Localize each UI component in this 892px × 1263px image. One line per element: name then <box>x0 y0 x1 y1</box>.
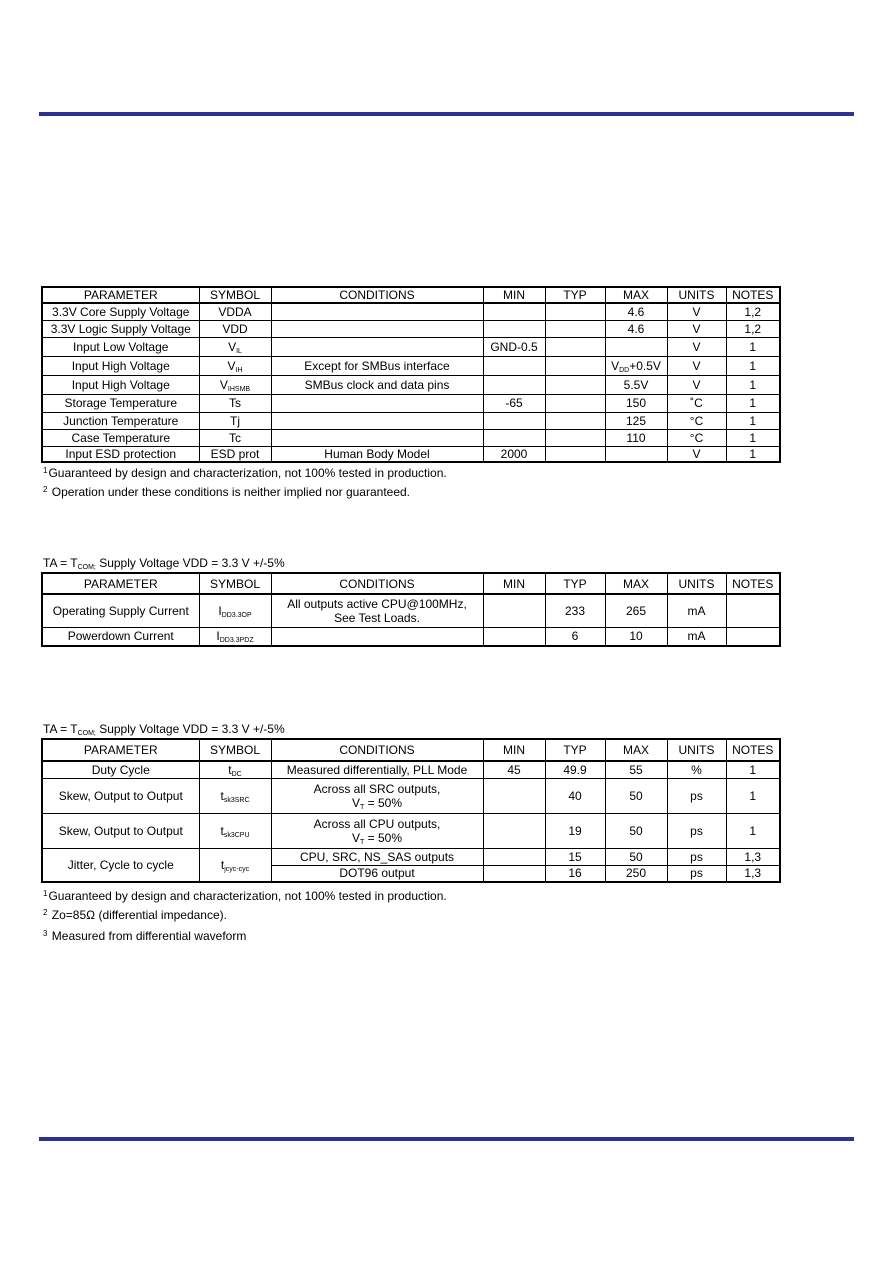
max-cell <box>605 337 667 356</box>
conditions-cell: Across all SRC outputs, $V_T = 50\%$ <box>271 778 483 813</box>
notes-cell: 1 <box>726 813 780 848</box>
units-cell: V <box>667 446 726 462</box>
notes-cell: 1 <box>726 394 780 412</box>
table-row <box>42 761 780 778</box>
typ-cell: 49.9 <box>545 761 605 778</box>
parameter-cell: Skew, Output to Output <box>42 813 199 848</box>
typ-cell <box>545 412 605 429</box>
col-header: CONDITIONS <box>271 287 483 303</box>
typ-cell: 6 <box>545 627 605 646</box>
max-cell <box>605 446 667 462</box>
max-cell: 110 <box>605 429 667 446</box>
footnote: $^2$ Zo=85Ω (differential impedance). <box>43 908 227 922</box>
col-header: CONDITIONS <box>271 739 483 761</box>
conditions-cell: All outputs active CPU@100MHz, See Test Loads. <box>271 594 483 627</box>
max-cell: 50 <box>605 848 667 865</box>
table-header-row <box>42 287 780 303</box>
max-cell: $V_{DD}+0.5V$ <box>605 356 667 375</box>
max-cell: 250 <box>605 865 667 882</box>
max-cell: 55 <box>605 761 667 778</box>
typ-cell <box>545 375 605 394</box>
conditions-cell: Across all CPU outputs, $V_T = 50\%$ <box>271 813 483 848</box>
col-header: NOTES <box>726 287 780 303</box>
col-header: UNITS <box>667 287 726 303</box>
typ-cell <box>545 320 605 337</box>
max-cell: 50 <box>605 813 667 848</box>
notes-cell: 1 <box>726 778 780 813</box>
min-cell: 2000 <box>483 446 545 462</box>
units-cell: mA <box>667 627 726 646</box>
col-header: MIN <box>483 739 545 761</box>
symbol-cell: $V_{IHSMB}$ <box>199 375 271 394</box>
current-consumption-table <box>41 572 781 647</box>
col-header: NOTES <box>726 739 780 761</box>
typ-cell: 40 <box>545 778 605 813</box>
parameter-cell: Jitter, Cycle to cycle <box>42 848 199 882</box>
col-header: NOTES <box>726 573 780 594</box>
conditions-cell <box>271 337 483 356</box>
min-cell <box>483 848 545 865</box>
footnote: $^3$ Measured from differential waveform <box>43 929 247 943</box>
symbol-cell: $t_{sk3CPU}$ <box>199 813 271 848</box>
units-cell: V <box>667 337 726 356</box>
parameter-cell: Powerdown Current <box>42 627 199 646</box>
parameter-cell: Input High Voltage <box>42 356 199 375</box>
max-cell: 4.6 <box>605 303 667 320</box>
symbol-cell: ESD prot <box>199 446 271 462</box>
typ-cell: 16 <box>545 865 605 882</box>
units-cell: ps <box>667 848 726 865</box>
symbol-cell: Tj <box>199 412 271 429</box>
max-cell: 50 <box>605 778 667 813</box>
notes-cell <box>726 627 780 646</box>
parameter-cell: Duty Cycle <box>42 761 199 778</box>
table-row <box>42 356 780 375</box>
table-row <box>42 848 780 865</box>
notes-cell: 1,2 <box>726 320 780 337</box>
col-header: TYP <box>545 739 605 761</box>
notes-cell: 1 <box>726 412 780 429</box>
table-row <box>42 337 780 356</box>
units-cell: V <box>667 356 726 375</box>
min-cell <box>483 412 545 429</box>
conditions-cell: SMBus clock and data pins <box>271 375 483 394</box>
conditions-cell <box>271 394 483 412</box>
units-cell: V <box>667 320 726 337</box>
conditions-cell: Except for SMBus interface <box>271 356 483 375</box>
max-cell: 4.6 <box>605 320 667 337</box>
min-cell <box>483 320 545 337</box>
typ-cell <box>545 337 605 356</box>
units-cell: ps <box>667 778 726 813</box>
min-cell <box>483 356 545 375</box>
table-header-row <box>42 573 780 594</box>
min-cell <box>483 813 545 848</box>
col-header: MAX <box>605 287 667 303</box>
parameter-cell: 3.3V Logic Supply Voltage <box>42 320 199 337</box>
footnote: $^2$ Operation under these conditions is neither implied nor guaranteed. <box>43 485 411 499</box>
symbol-cell: $V_{IH}$ <box>199 356 271 375</box>
notes-cell: 1 <box>726 429 780 446</box>
units-cell: ps <box>667 865 726 882</box>
table-row <box>42 412 780 429</box>
table-row <box>42 594 780 627</box>
symbol-cell: Ts <box>199 394 271 412</box>
symbol-cell: $t_{sk3SRC}$ <box>199 778 271 813</box>
symbol-cell: VDDA <box>199 303 271 320</box>
table-row <box>42 375 780 394</box>
skew-jitter-table <box>41 738 781 883</box>
min-cell <box>483 303 545 320</box>
typ-cell <box>545 303 605 320</box>
units-cell: °C <box>667 429 726 446</box>
symbol-cell: $t_{jcyc-cyc}$ <box>199 848 271 882</box>
min-cell <box>483 429 545 446</box>
notes-cell: 1 <box>726 356 780 375</box>
parameter-cell: Case Temperature <box>42 429 199 446</box>
min-cell <box>483 594 545 627</box>
typ-cell: 15 <box>545 848 605 865</box>
conditions-cell: DOT96 output <box>271 865 483 882</box>
units-cell: V <box>667 303 726 320</box>
min-cell <box>483 375 545 394</box>
units-cell: mA <box>667 594 726 627</box>
notes-cell: 1 <box>726 761 780 778</box>
min-cell <box>483 627 545 646</box>
min-cell <box>483 778 545 813</box>
table-row <box>42 320 780 337</box>
table-conditions-label: TA = $T_{COM;}$ Supply Voltage VDD = 3.3 V +/-5% <box>43 722 285 737</box>
symbol-cell: VDD <box>199 320 271 337</box>
table-row <box>42 446 780 462</box>
col-header: CONDITIONS <box>271 573 483 594</box>
col-header: SYMBOL <box>199 739 271 761</box>
notes-cell: 1 <box>726 446 780 462</box>
typ-cell <box>545 446 605 462</box>
notes-cell: 1,2 <box>726 303 780 320</box>
typ-cell <box>545 356 605 375</box>
min-cell <box>483 865 545 882</box>
col-header: MIN <box>483 573 545 594</box>
parameter-cell: Input ESD protection <box>42 446 199 462</box>
col-header: PARAMETER <box>42 739 199 761</box>
table-row <box>42 627 780 646</box>
table-row <box>42 778 780 813</box>
bottom-rule <box>39 1137 854 1141</box>
conditions-cell: Measured differentially, PLL Mode <box>271 761 483 778</box>
col-header: UNITS <box>667 573 726 594</box>
typ-cell <box>545 394 605 412</box>
symbol-cell: $t_{DC}$ <box>199 761 271 778</box>
typ-cell: 233 <box>545 594 605 627</box>
col-header: MIN <box>483 287 545 303</box>
table-row <box>42 429 780 446</box>
col-header: SYMBOL <box>199 573 271 594</box>
conditions-cell <box>271 412 483 429</box>
table-conditions-label: TA = $T_{COM;}$ Supply Voltage VDD = 3.3 V +/-5% <box>43 556 285 571</box>
typ-cell: 19 <box>545 813 605 848</box>
conditions-cell: CPU, SRC, NS_SAS outputs <box>271 848 483 865</box>
symbol-cell: $V_{IL}$ <box>199 337 271 356</box>
symbol-cell: Tc <box>199 429 271 446</box>
conditions-cell <box>271 320 483 337</box>
max-cell: 5.5V <box>605 375 667 394</box>
col-header: PARAMETER <box>42 287 199 303</box>
conditions-cell <box>271 303 483 320</box>
min-cell: 45 <box>483 761 545 778</box>
min-cell: -65 <box>483 394 545 412</box>
absolute-max-table <box>41 286 781 463</box>
notes-cell: 1 <box>726 375 780 394</box>
parameter-cell: Skew, Output to Output <box>42 778 199 813</box>
symbol-cell: $I_{DD3.3PDZ}$ <box>199 627 271 646</box>
table-row <box>42 303 780 320</box>
footnote: $^1$Guaranteed by design and characterization, not 100% tested in production. <box>43 889 447 903</box>
symbol-cell: $I_{DD3.3OP}$ <box>199 594 271 627</box>
notes-cell <box>726 594 780 627</box>
parameter-cell: 3.3V Core Supply Voltage <box>42 303 199 320</box>
notes-cell: 1,3 <box>726 865 780 882</box>
table-header-row <box>42 739 780 761</box>
parameter-cell: Junction Temperature <box>42 412 199 429</box>
max-cell: 265 <box>605 594 667 627</box>
table-row <box>42 813 780 848</box>
top-rule <box>39 112 854 116</box>
col-header: UNITS <box>667 739 726 761</box>
max-cell: 125 <box>605 412 667 429</box>
conditions-cell <box>271 627 483 646</box>
col-header: TYP <box>545 573 605 594</box>
max-cell: 150 <box>605 394 667 412</box>
col-header: MAX <box>605 739 667 761</box>
units-cell: °C <box>667 412 726 429</box>
col-header: TYP <box>545 287 605 303</box>
parameter-cell: Input Low Voltage <box>42 337 199 356</box>
col-header: MAX <box>605 573 667 594</box>
units-cell: % <box>667 761 726 778</box>
table-row <box>42 394 780 412</box>
parameter-cell: Storage Temperature <box>42 394 199 412</box>
typ-cell <box>545 429 605 446</box>
units-cell: ps <box>667 813 726 848</box>
notes-cell: 1,3 <box>726 848 780 865</box>
units-cell: ˚C <box>667 394 726 412</box>
col-header: PARAMETER <box>42 573 199 594</box>
parameter-cell: Operating Supply Current <box>42 594 199 627</box>
col-header: SYMBOL <box>199 287 271 303</box>
conditions-cell: Human Body Model <box>271 446 483 462</box>
notes-cell: 1 <box>726 337 780 356</box>
min-cell: GND-0.5 <box>483 337 545 356</box>
parameter-cell: Input High Voltage <box>42 375 199 394</box>
units-cell: V <box>667 375 726 394</box>
max-cell: 10 <box>605 627 667 646</box>
conditions-cell <box>271 429 483 446</box>
footnote: $^1$Guaranteed by design and characterization, not 100% tested in production. <box>43 466 447 480</box>
